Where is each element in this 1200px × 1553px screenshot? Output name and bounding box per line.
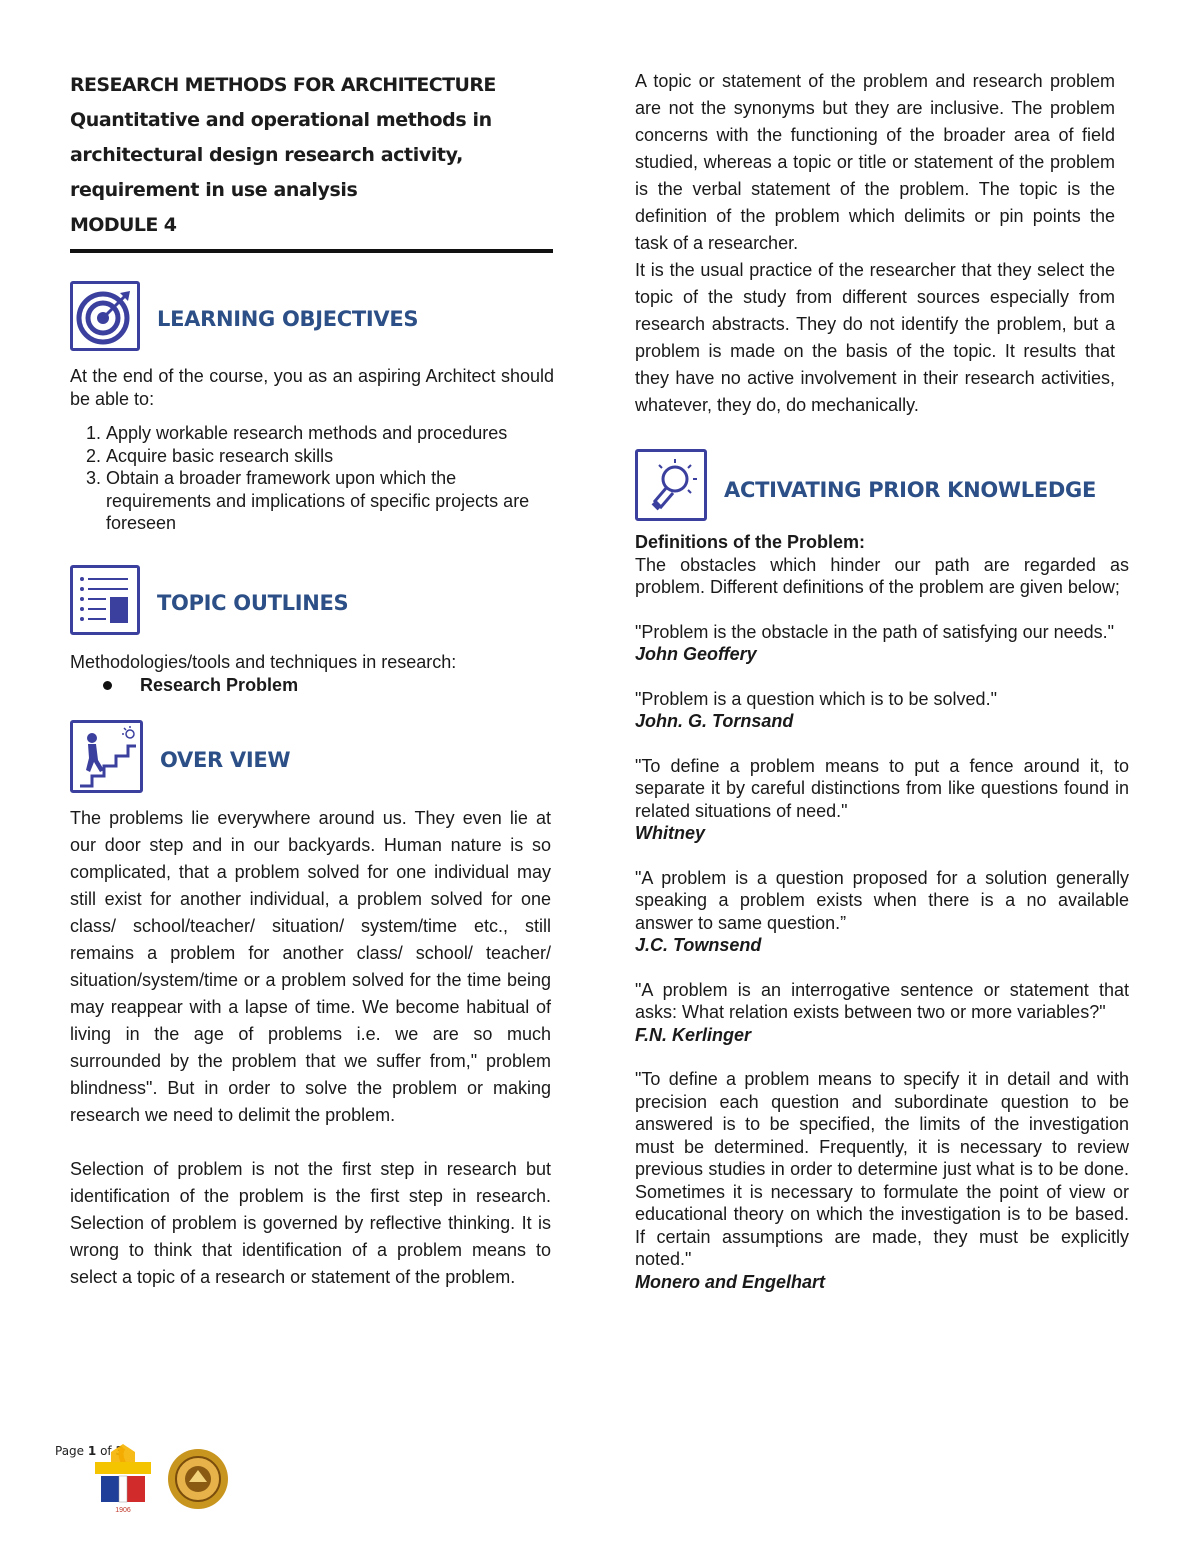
definition-author: Monero and Engelhart [635, 1271, 826, 1292]
module-label: MODULE 4 [70, 214, 177, 236]
header-divider [70, 249, 553, 253]
course-title: RESEARCH METHODS FOR ARCHITECTURE [70, 74, 496, 96]
definition-block [635, 688, 1129, 733]
target-icon [70, 281, 140, 351]
definition-block [635, 1068, 1129, 1293]
definition-block [635, 621, 1129, 666]
list-item: 3. Obtain a broader framework upon which the requirements and implications of specific projects are foreseen [106, 467, 554, 535]
deped-logo-icon [87, 1442, 159, 1516]
topic-outlines-header [70, 565, 554, 635]
stairs-climber-icon [70, 720, 143, 793]
definitions-heading: Definitions of the Problem: [635, 532, 866, 552]
definition-author: Whitney [635, 823, 705, 843]
bullet-icon [103, 681, 112, 690]
definition-block [635, 979, 1129, 1047]
school-seal-icon [167, 1448, 229, 1510]
definition-author: F.N. Kerlinger [635, 1024, 752, 1045]
definitions-intro: The obstacles which hinder our path are regarded as problem. Different definitions of the problem are given below; [635, 554, 1129, 597]
learning-objectives-title: LEARNING OBJECTIVES [157, 307, 419, 331]
page-of: of [100, 1444, 112, 1458]
topic-vs-problem-paragraph: A topic or statement of the problem and research problem are not the synonyms but they are inclusive. The problem concerns with the functioning of the broader area of field studied, whereas a topic or title or statement of the problem is the verbal statement of the problem. The topic is the definition of the problem which delimits or pin points the task of a researcher. [635, 71, 1115, 253]
definition-author: John Geoffery [635, 644, 757, 664]
definition-quote: "A problem is a question proposed for a solution generally speaking a problem exists when there is a no available answer to same question.” [635, 867, 1129, 933]
subtitle-line-3: requirement in use analysis [70, 179, 358, 201]
logo-year: 1906 [115, 1507, 131, 1514]
learning-objectives-header [70, 281, 554, 351]
definition-quote: "To define a problem means to specify it in detail and with precision each question and subordinate question to be answered is to be specified, the limits of the investigation must be determined. Frequently, it is necessary to review previous studies in order to determine just what is to be done. Sometimes it is necessary to formulate the point of view or educational theory on which the investigation is to be based. If certain assumptions are made, they must be explicitly noted." [635, 1069, 1129, 1269]
lightbulb-icon [635, 449, 707, 521]
list-item: 1. Apply workable research methods and procedures [106, 422, 554, 445]
definition-author: J.C. Townsend [635, 935, 762, 955]
topic-bullet-label: Research Problem [140, 675, 299, 695]
overview-header [70, 720, 554, 793]
page-current: 1 [87, 1444, 97, 1458]
objectives-list [70, 422, 554, 535]
page-label: Page [55, 1444, 85, 1458]
left-column [70, 68, 554, 1291]
activating-knowledge-title: ACTIVATING PRIOR KNOWLEDGE [724, 478, 1097, 502]
definition-quote: "Problem is the obstacle in the path of satisfying our needs." [635, 621, 1115, 642]
objectives-intro: At the end of the course, you as an aspiring Architect should be able to: [70, 366, 554, 409]
definition-quote: "A problem is an interrogative sentence or statement that asks: What relation exists between two or more variables?" [635, 979, 1129, 1022]
topic-bullet [103, 675, 554, 696]
definition-block [635, 867, 1129, 957]
overview-title: OVER VIEW [160, 747, 291, 772]
subtitle-line-1: Quantitative and operational methods in [70, 109, 492, 131]
usual-practice-paragraph: It is the usual practice of the researcher that they select the topic of the study from different sources especially from research abstracts. They do not identify the problem, but a problem is made on the basis of the topic. It results that they have no active involvement in their research activities, whatever, they do, do mechanically. [635, 260, 1115, 415]
topic-outlines-title: TOPIC OUTLINES [157, 590, 349, 615]
activating-knowledge-header [635, 449, 1129, 521]
subtitle-line-2: architectural design research activity, [70, 144, 463, 166]
overview-paragraph-1: The problems lie everywhere around us. They even lie at our door step and in our backyards. Human nature is so complicated, that a problem solved for one individual may still exist for another individual, a problem solved for one class/ school/teacher/ situation/ system/time etc., still remains a problem for another class/ school/ teacher/ situation/system/time or a problem solved for the time being may reappear with a lapse of time. We become habitual of living in the age of problems i.e. we are so much surrounded by the problem that we suffer from," problem blindness". But in order to solve the problem or making research we need to delimit the problem. [70, 808, 551, 1125]
definition-quote: "To define a problem means to put a fence around it, to separate it by careful distinctions from like questions found in related situations of need." [635, 755, 1129, 821]
list-item: 2. Acquire basic research skills [106, 445, 554, 468]
definition-block [635, 755, 1129, 845]
definition-quote: "Problem is a question which is to be solved." [635, 688, 997, 709]
definition-author: John. G. Tornsand [635, 711, 794, 731]
topic-outlines-intro: Methodologies/tools and techniques in research: [70, 651, 457, 672]
right-column [635, 68, 1129, 1293]
outline-list-icon [70, 565, 140, 635]
page-footer [55, 1438, 235, 1518]
overview-paragraph-2: Selection of problem is not the first step in research but identification of the problem is the first step in research. Selection of problem is governed by reflective thinking. It is wrong to think that identification of a problem means to select a topic of a research or statement of the problem. [70, 1159, 551, 1287]
